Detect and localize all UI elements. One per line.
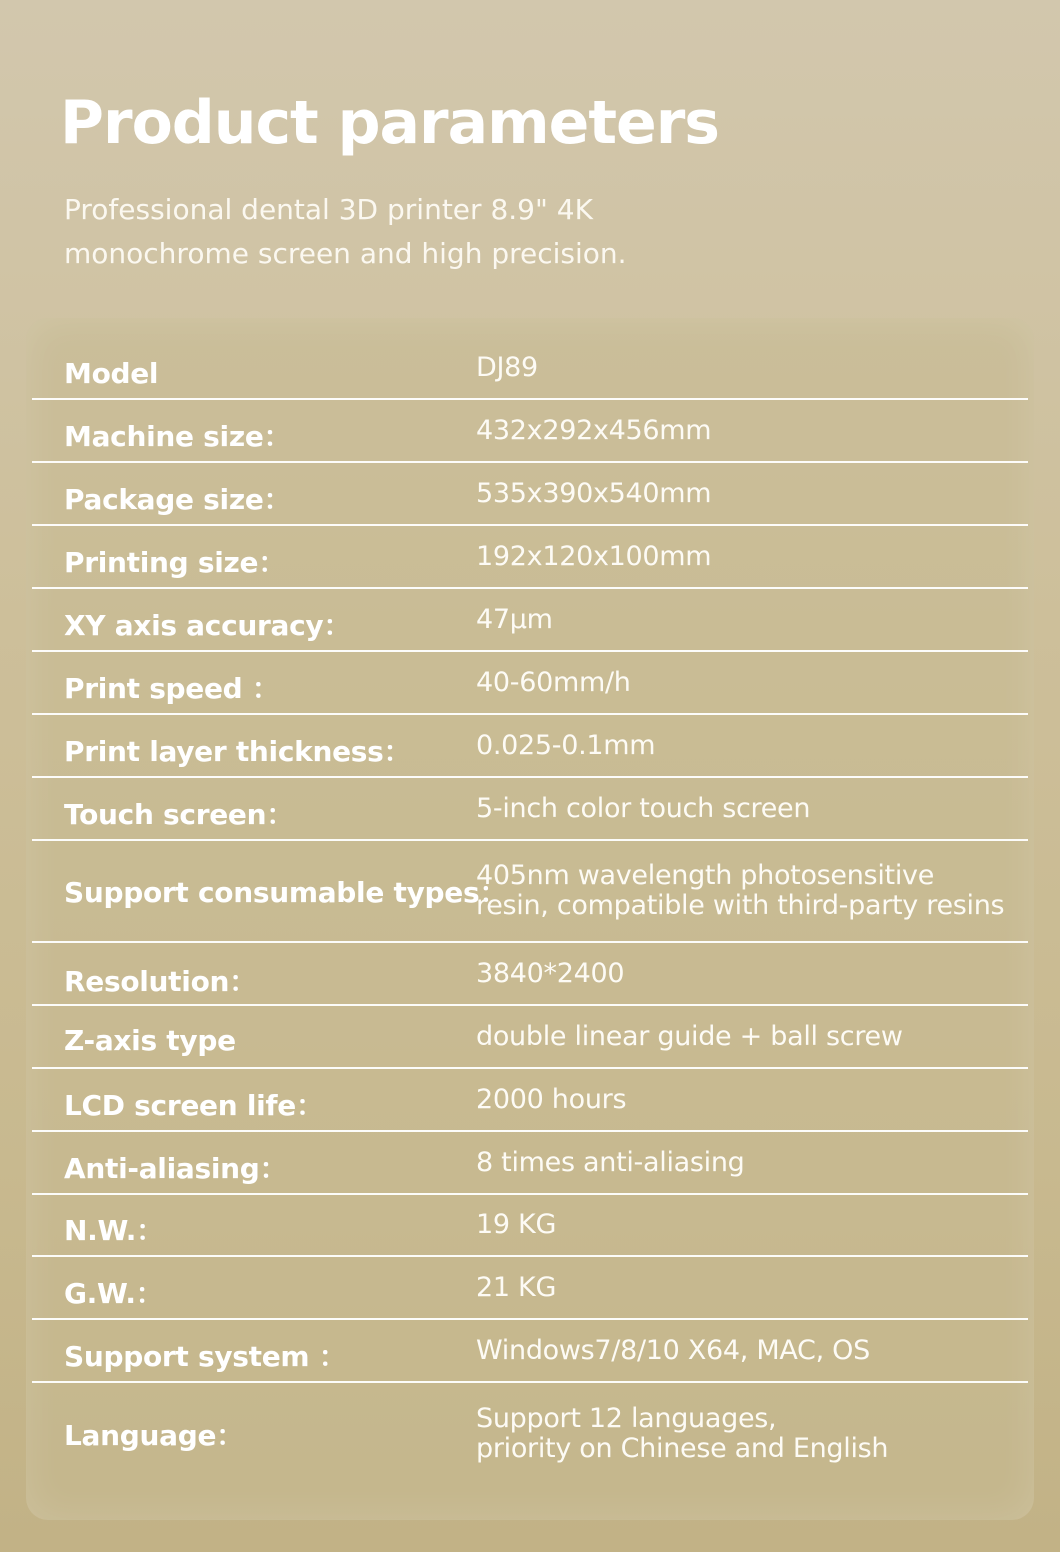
spec-row-xy-accuracy (32, 589, 1028, 652)
spec-row-package-size (32, 463, 1028, 526)
page-subtitle (64, 188, 684, 276)
spec-row-lcd-life (32, 1069, 1028, 1132)
spec-label: Anti-aliasing： (64, 1151, 288, 1185)
spec-label: Model (64, 356, 159, 390)
spec-label: Printing size： (64, 545, 286, 579)
spec-row-consumable-types (32, 841, 1028, 943)
spec-row-anti-aliasing (32, 1132, 1028, 1195)
specs-table (32, 338, 1028, 1485)
spec-row-print-speed (32, 652, 1028, 715)
spec-label: Print layer thickness： (64, 734, 412, 768)
spec-label: Support consumable types： (64, 876, 508, 909)
spec-label: N.W.： (64, 1214, 164, 1247)
spec-row-machine-size (32, 400, 1028, 463)
page-title: Product parameters (60, 88, 719, 158)
spec-value: 5-inch color touch screen (476, 792, 811, 824)
spec-value-line-2: resin, compatible with third-party resins (476, 890, 1005, 921)
spec-label: G.W.： (64, 1276, 164, 1310)
spec-value-line-1: 405nm wavelength photosensitive (476, 860, 935, 891)
spec-row-touch-screen (32, 778, 1028, 841)
spec-value: 3840*2400 (476, 957, 625, 989)
spec-row-net-weight (32, 1195, 1028, 1257)
subtitle-line-1: Professional dental 3D printer 8.9" 4K (64, 193, 593, 226)
spec-value: 19 KG (476, 1209, 557, 1240)
spec-value-line-1: Support 12 languages, (476, 1403, 777, 1434)
subtitle-line-2: monochrome screen and high precision. (64, 237, 627, 270)
spec-value: 40-60mm/h (476, 666, 631, 698)
spec-row-language (32, 1383, 1028, 1485)
spec-row-gross-weight (32, 1257, 1028, 1320)
spec-label: Touch screen： (64, 797, 294, 831)
spec-value: Windows7/8/10 X64, MAC, OS (476, 1334, 870, 1366)
spec-value: 8 times anti-aliasing (476, 1146, 745, 1178)
spec-label: Package size： (64, 482, 292, 516)
spec-value: 2000 hours (476, 1083, 627, 1115)
spec-label: Resolution： (64, 964, 257, 998)
spec-value-line-2: priority on Chinese and English (476, 1433, 889, 1464)
spec-value: 192x120x100mm (476, 540, 712, 572)
spec-value: 535x390x540mm (476, 477, 712, 509)
spec-label: Machine size： (64, 419, 292, 453)
spec-label: Print speed ： (64, 671, 280, 705)
spec-value: 47μm (476, 603, 553, 635)
spec-label: LCD screen life： (64, 1088, 324, 1122)
spec-row-resolution (32, 943, 1028, 1006)
spec-value: 0.025-0.1mm (476, 729, 656, 761)
spec-row-model (32, 338, 1028, 400)
spec-value (476, 1404, 1028, 1464)
spec-row-support-system (32, 1320, 1028, 1383)
spec-label: XY axis accuracy： (64, 608, 352, 642)
spec-value: 432x292x456mm (476, 414, 712, 446)
spec-label: Language： (64, 1419, 244, 1452)
spec-value: double linear guide + ball screw (476, 1020, 903, 1052)
spec-row-printing-size (32, 526, 1028, 589)
spec-label: Support system ： (64, 1339, 347, 1373)
spec-value (476, 861, 1028, 921)
spec-value: DJ89 (476, 352, 538, 383)
spec-row-layer-thickness (32, 715, 1028, 778)
spec-value: 21 KG (476, 1271, 557, 1303)
spec-label: Z-axis type (64, 1024, 236, 1057)
spec-row-z-axis (32, 1006, 1028, 1069)
